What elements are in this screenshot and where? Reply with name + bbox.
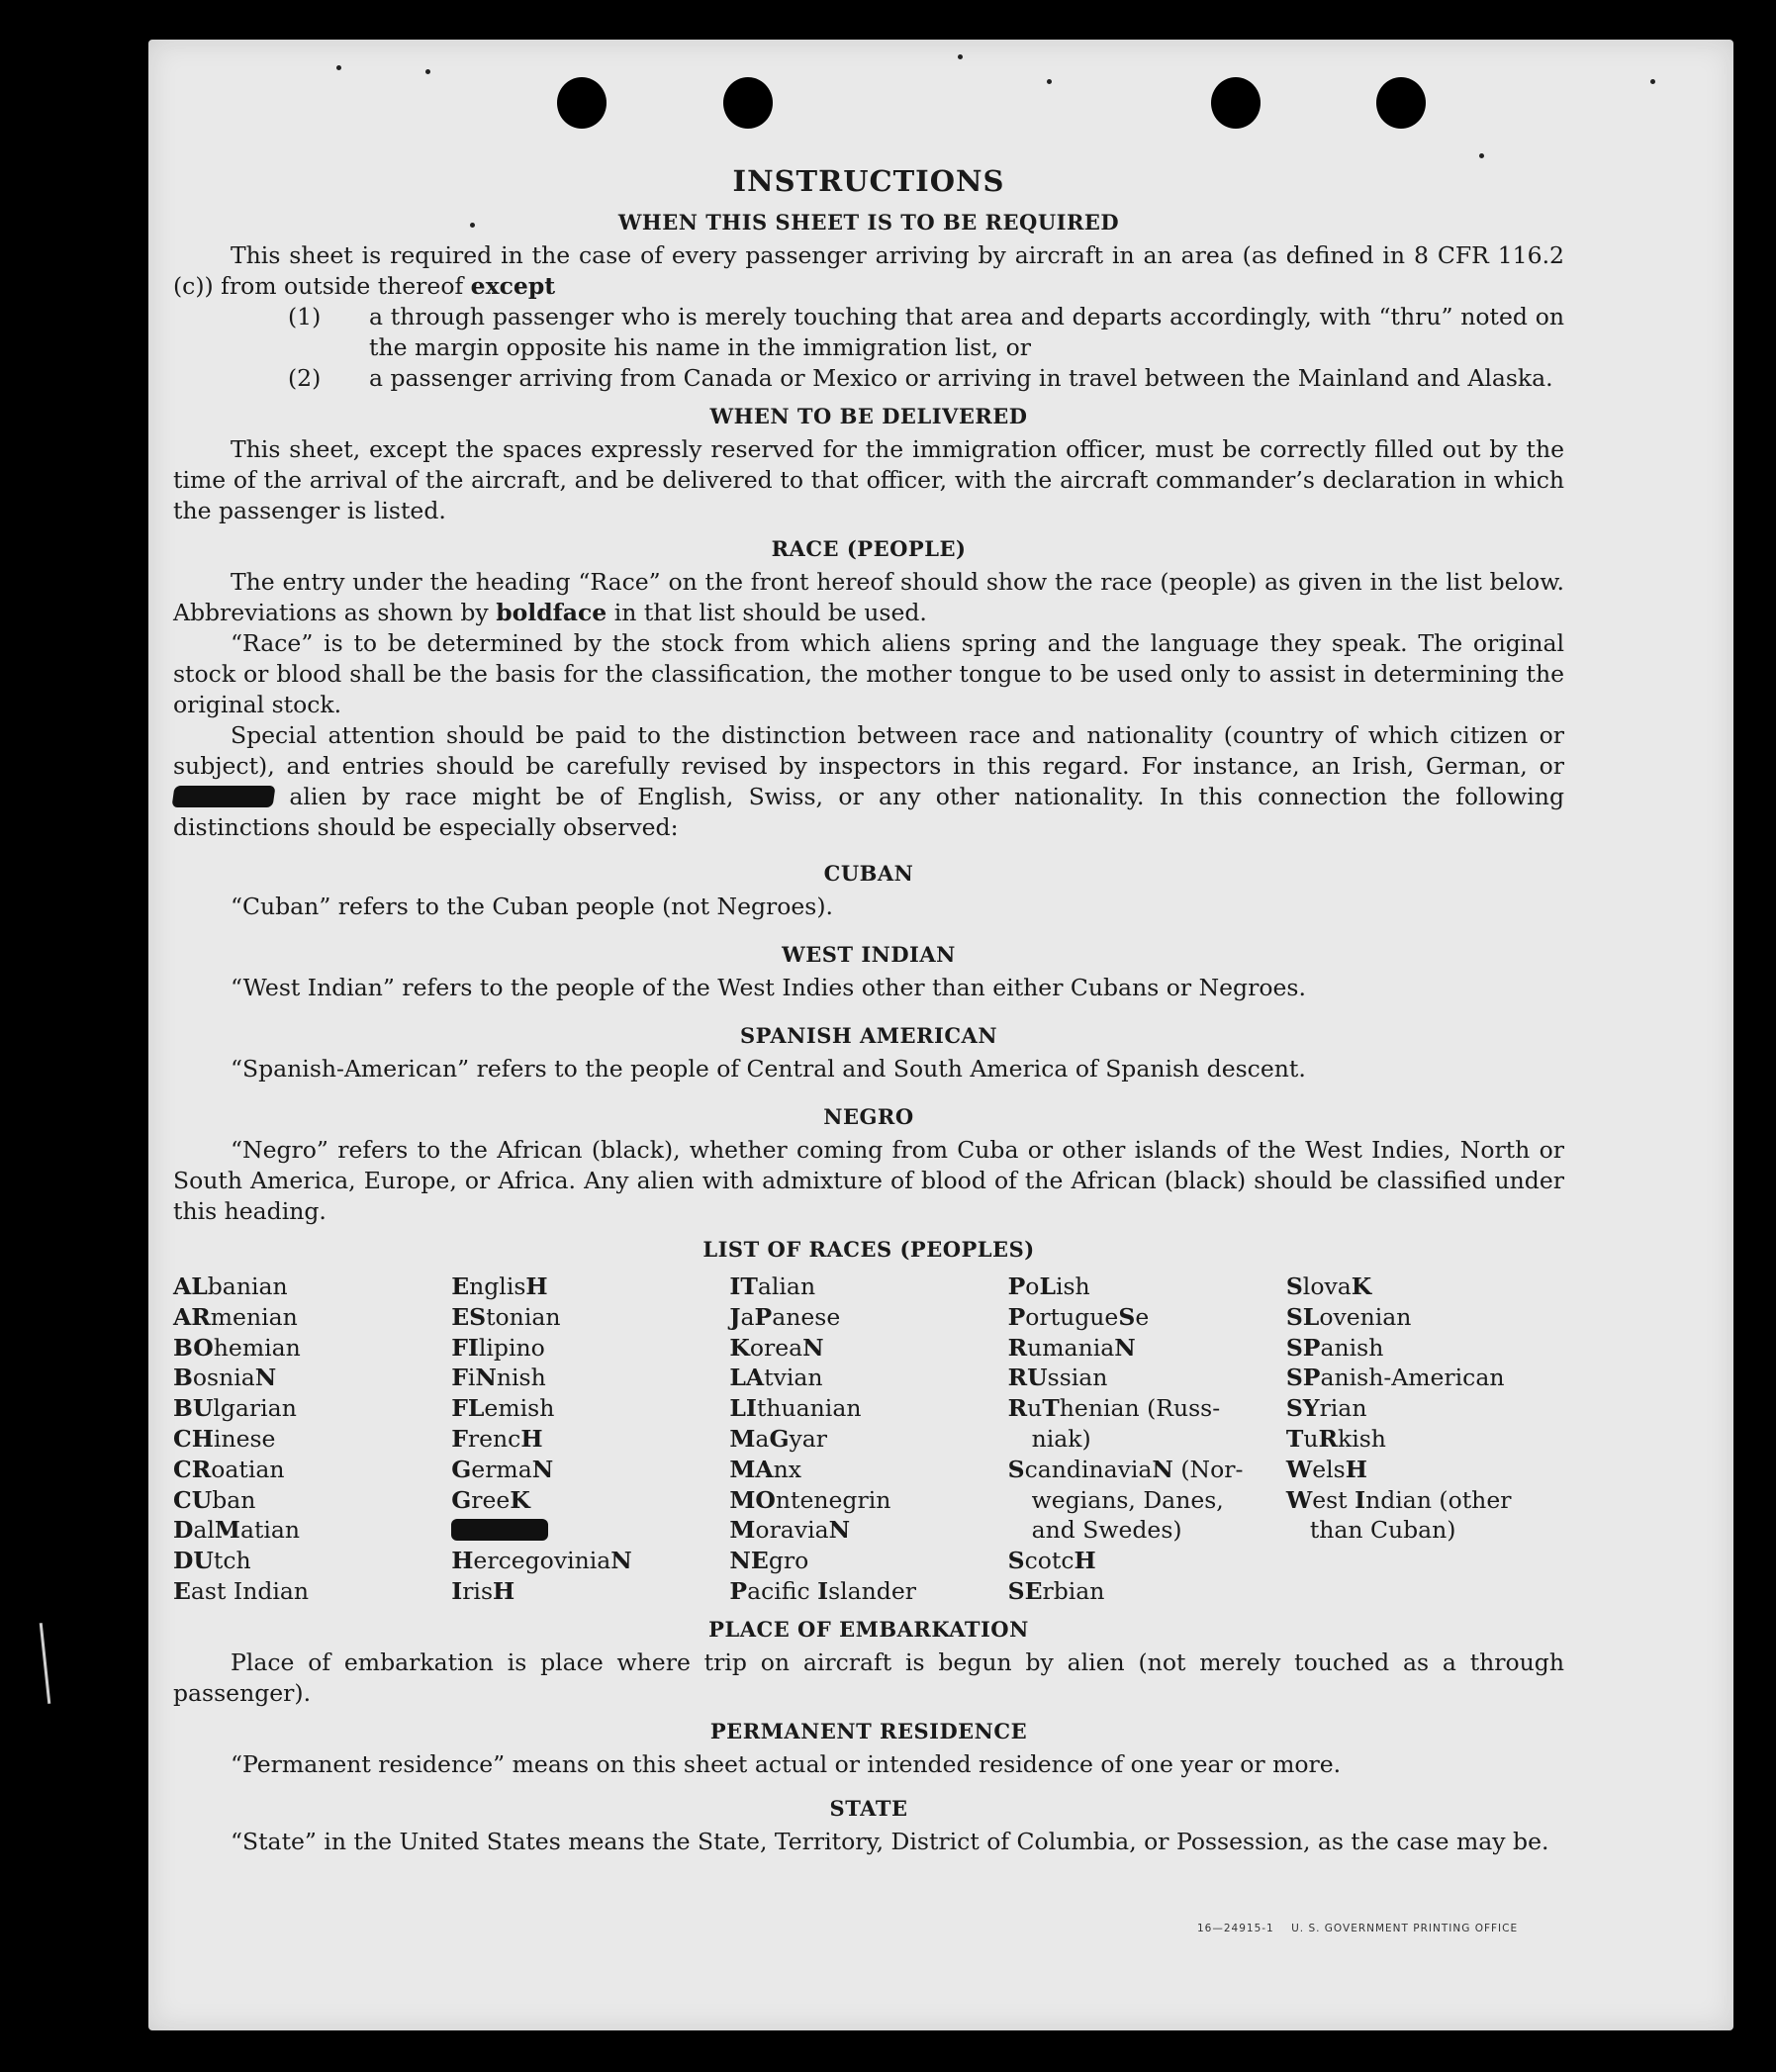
race-entry: niak) xyxy=(1031,1424,1091,1453)
paragraph-required: This sheet is required in the case of every passenger arriving by aircraft in an area (as defined in 8 CFR 116.2 (c)) from outside thereof except xyxy=(173,241,1564,300)
race-entry: Pacific Islander xyxy=(729,1576,916,1605)
race-entry: and Swedes) xyxy=(1031,1516,1182,1545)
paragraph-race-1: The entry under the heading “Race” on the front hereof should show the race (people) as given in the list below. Abbreviations as shown by boldface in that list should be used. xyxy=(173,568,1564,626)
race-entry: GermaN xyxy=(451,1455,554,1483)
race-entry: SPanish-American xyxy=(1285,1364,1505,1392)
exception-item-2: (2) a passenger arriving from Canada or Mexico or arriving in travel between the Mainland and Alaska. xyxy=(288,364,1553,392)
race-entry: BosniaN xyxy=(173,1364,277,1392)
race-entry: than Cuban) xyxy=(1309,1516,1456,1545)
races-column-5 xyxy=(1286,1271,1564,1607)
heading-cuban: CUBAN xyxy=(823,861,914,886)
paragraph-race-3: Special attention should be paid to the distinction between race and nationality (country of which citizen or subject), and entries should be carefully revised by inspectors in this regard. For instance, an Irish, German, or alien by race might be of English, Swiss, or any other nationality. In this connection the following distinctions should be especially observed: xyxy=(173,721,1564,841)
paragraph-delivered: This sheet, except the spaces expressly reserved for the immigration officer, must be correctly filled out by the time of the arrival of the aircraft, and be delivered to that officer, with the aircraft commander’s declaration in which the passenger is listed. xyxy=(173,435,1564,524)
race-entry: MaGyar xyxy=(729,1424,828,1453)
speck xyxy=(425,69,430,74)
instructions-content xyxy=(173,160,1564,1857)
race-entry: IrisH xyxy=(451,1576,515,1605)
race-entry: West Indian (other xyxy=(1285,1485,1512,1514)
heading-west-indian: WEST INDIAN xyxy=(782,942,956,967)
race-entry: BUlgarian xyxy=(173,1394,297,1423)
race-entry: PoLish xyxy=(1007,1272,1090,1300)
race-entry: MAnx xyxy=(729,1455,802,1483)
race-entry: CRoatian xyxy=(173,1455,285,1483)
paragraph-residence: “Permanent residence” means on this sheet actual or intended residence of one year or more. xyxy=(231,1749,1342,1778)
races-column-4 xyxy=(1008,1271,1286,1607)
redaction-mark xyxy=(451,1519,548,1541)
heading-delivered: WHEN TO BE DELIVERED xyxy=(709,404,1028,428)
races-column-3 xyxy=(729,1271,1007,1607)
race-entry: SlovaK xyxy=(1285,1272,1372,1300)
punch-hole xyxy=(723,77,773,129)
race-entry: FIlipino xyxy=(451,1333,545,1362)
race-entry: GreeK xyxy=(451,1485,530,1514)
race-entry: NEgro xyxy=(729,1547,809,1575)
page-title: INSTRUCTIONS xyxy=(732,164,1005,198)
punch-hole xyxy=(1211,77,1261,129)
race-entry: EnglisH xyxy=(451,1272,548,1300)
heading-required: WHEN THIS SHEET IS TO BE REQUIRED xyxy=(617,210,1120,235)
races-column-1 xyxy=(173,1271,451,1607)
race-entry: ARmenian xyxy=(173,1302,298,1331)
race-entry: DalMatian xyxy=(173,1516,301,1545)
paragraph-negro: “Negro” refers to the African (black), whether coming from Cuba or other islands of the West Indies, North or South America, Europe, or Africa. Any alien with admixture of blood of the African (black) should be classified under this heading. xyxy=(173,1136,1564,1225)
race-entry: SLovenian xyxy=(1285,1302,1412,1331)
paragraph-cuban: “Cuban” refers to the Cuban people (not Negroes). xyxy=(231,893,834,920)
redaction-mark xyxy=(171,786,275,807)
race-entry: WelsH xyxy=(1285,1455,1367,1483)
race-entry: CUban xyxy=(173,1485,256,1514)
paragraph-race-2: “Race” is to be determined by the stock from which aliens spring and the language they speak. The original stock or blood shall be the basis for the classification, the mother tongue to be used only to assist in determining the original stock. xyxy=(173,629,1564,718)
race-entry: ScotcH xyxy=(1007,1547,1096,1575)
heading-list-of-races: LIST OF RACES (PEOPLES) xyxy=(702,1237,1035,1262)
scan-artifact xyxy=(40,1623,51,1704)
paragraph-spanish-american: “Spanish-American” refers to the people of Central and South America of Spanish descent. xyxy=(231,1055,1306,1083)
race-entry: MOntenegrin xyxy=(729,1485,891,1514)
race-entry: ScandinaviaN (Nor- xyxy=(1007,1455,1244,1483)
heading-embarkation: PLACE OF EMBARKATION xyxy=(708,1616,1029,1642)
race-entry: HercegoviniaN xyxy=(451,1547,632,1575)
paragraph-embarkation: Place of embarkation is place where trip on aircraft is begun by alien (not merely touched as a through passenger). xyxy=(173,1648,1564,1707)
speck xyxy=(1650,79,1655,84)
paragraph-west-indian: “West Indian” refers to the people of the West Indies other than either Cubans or Negroes. xyxy=(231,974,1306,1001)
race-entry: ITalian xyxy=(729,1272,816,1300)
speck xyxy=(336,65,341,70)
race-entry: BOhemian xyxy=(173,1333,301,1362)
speck xyxy=(958,54,963,59)
heading-spanish-american: SPANISH AMERICAN xyxy=(739,1023,998,1048)
exception-item-1: (1) a through passenger who is merely touching that area and departs accordingly, with “thru” noted on the margin opposite his name in the immigration list, or xyxy=(288,303,1564,361)
race-entry: FiNnish xyxy=(451,1364,546,1392)
race-entry: LIthuanian xyxy=(729,1394,862,1423)
races-list xyxy=(173,1271,1564,1607)
race-entry: MoraviaN xyxy=(729,1516,851,1545)
race-entry: FLemish xyxy=(451,1394,555,1423)
heading-race: RACE (PEOPLE) xyxy=(771,536,967,561)
race-entry: ALbanian xyxy=(173,1272,288,1300)
race-entry: JaPanese xyxy=(729,1302,841,1331)
race-entry: KoreaN xyxy=(729,1333,824,1362)
speck xyxy=(1047,79,1052,84)
printer-footer: 16—24915-1 U. S. GOVERNMENT PRINTING OFFICE xyxy=(1197,1923,1519,1934)
race-entry: PortugueSe xyxy=(1007,1302,1150,1331)
race-entry: EStonian xyxy=(451,1302,561,1331)
race-entry xyxy=(451,1515,729,1546)
race-entry: RuThenian (Russ- xyxy=(1007,1394,1221,1423)
heading-negro: NEGRO xyxy=(823,1104,914,1129)
race-entry: SPanish xyxy=(1285,1333,1384,1362)
paragraph-state: “State” in the United States means the State, Territory, District of Columbia, or Possession, as the case may be. xyxy=(231,1827,1549,1855)
races-column-2 xyxy=(451,1271,729,1607)
race-entry: FrencH xyxy=(451,1424,543,1453)
race-entry: RUssian xyxy=(1007,1364,1108,1392)
punch-hole xyxy=(557,77,607,129)
race-entry: TuRkish xyxy=(1285,1424,1386,1453)
race-entry: East Indian xyxy=(173,1576,310,1605)
punch-hole xyxy=(1376,77,1426,129)
race-entry: SErbian xyxy=(1007,1576,1105,1605)
race-entry: wegians, Danes, xyxy=(1031,1485,1224,1514)
race-entry: SYrian xyxy=(1285,1394,1367,1423)
race-entry: DUtch xyxy=(173,1547,251,1575)
race-entry: CHinese xyxy=(173,1424,276,1453)
race-entry: LAtvian xyxy=(729,1364,823,1392)
speck xyxy=(1479,153,1484,158)
heading-state: STATE xyxy=(829,1795,908,1821)
heading-residence: PERMANENT RESIDENCE xyxy=(709,1718,1028,1743)
race-entry: RumaniaN xyxy=(1007,1333,1136,1362)
